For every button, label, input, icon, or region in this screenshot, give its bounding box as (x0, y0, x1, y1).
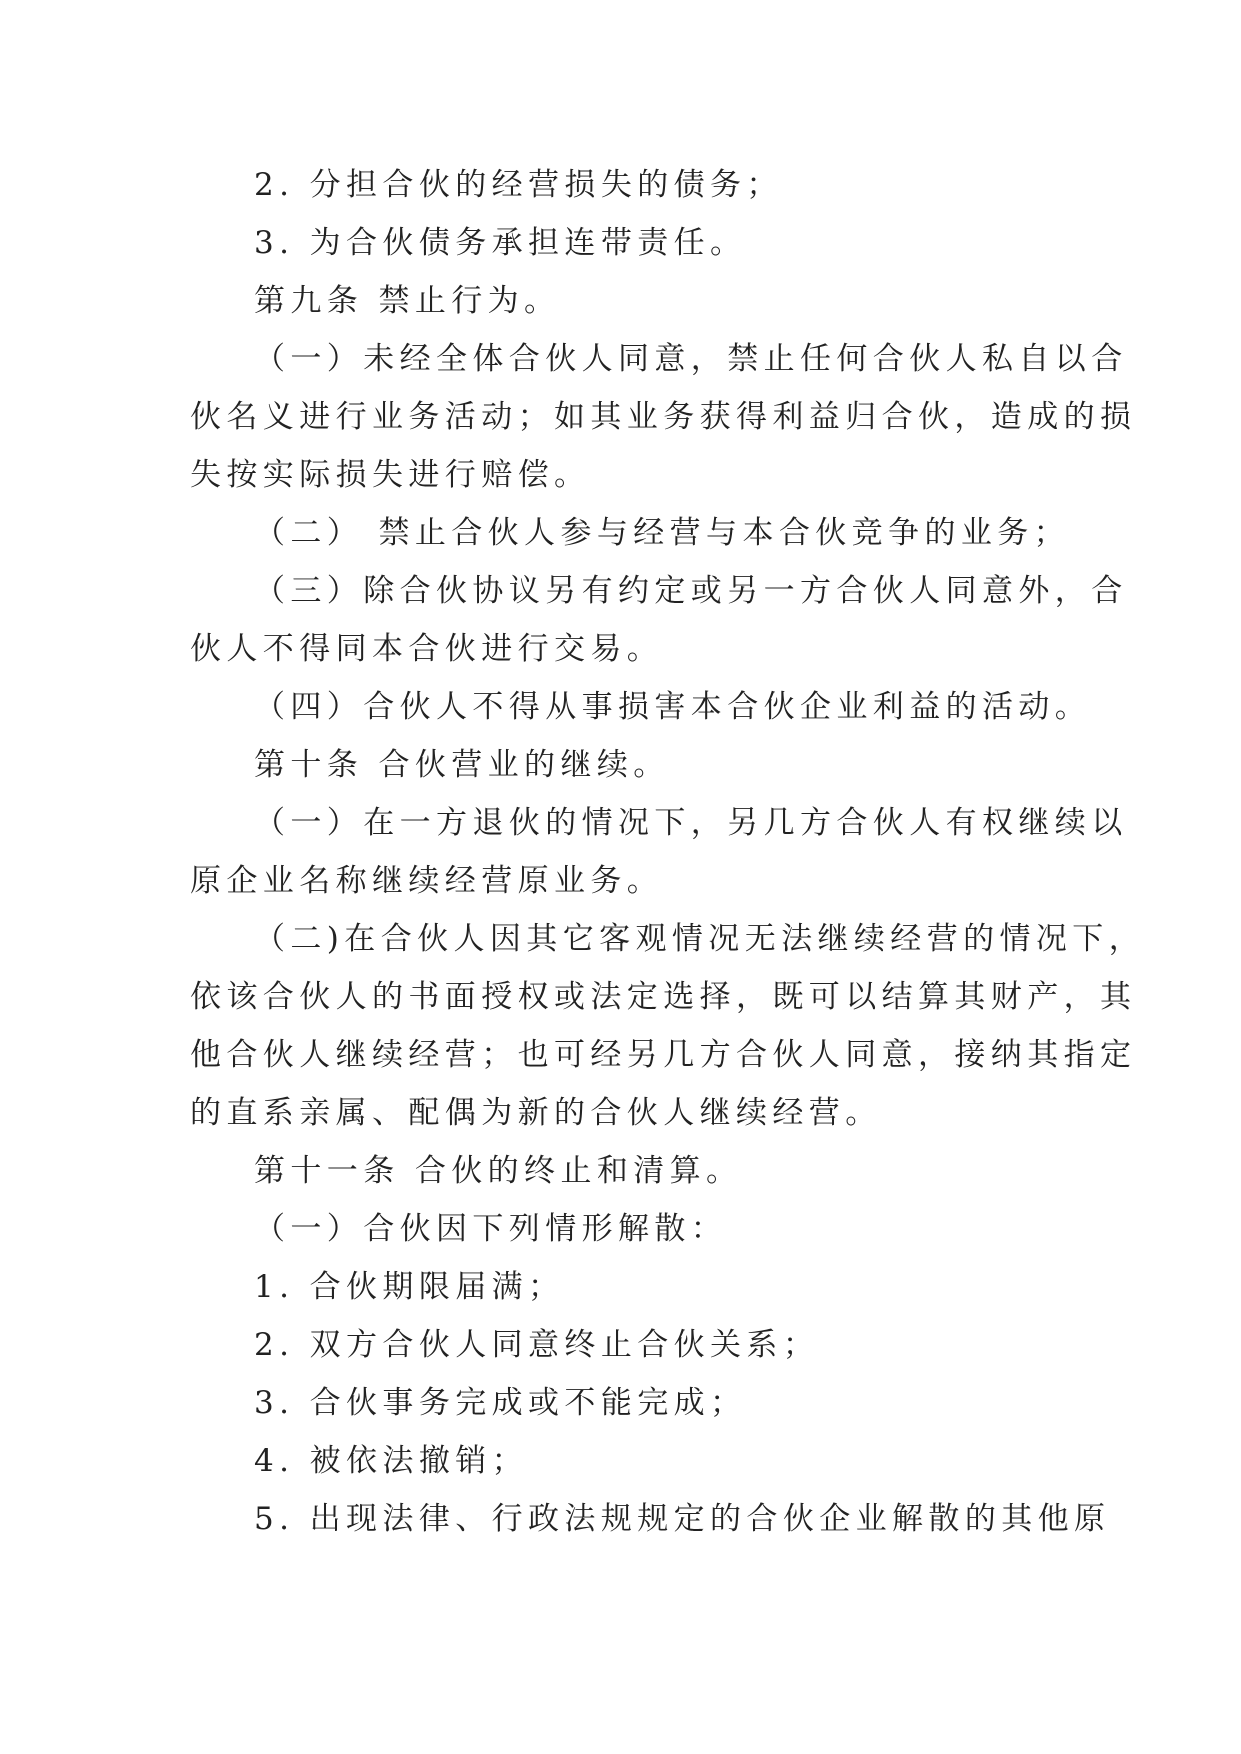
line-8: （三）除合伙协议另有约定或另一方合伙人同意外，合 (254, 573, 1128, 609)
line-2: 3. 为合伙债务承担连带责任。 (254, 225, 747, 261)
line-22: 3. 合伙事务完成或不能完成； (254, 1385, 747, 1421)
line-15: 依该合伙人的书面授权或法定选择，既可以结算其财产，其 (190, 979, 1137, 1015)
line-14: （二)在合伙人因其它客观情况无法继续经营的情况下， (254, 921, 1146, 957)
line-10: （四）合伙人不得从事损害本合伙企业利益的活动。 (254, 689, 1092, 725)
line-12: （一）在一方退伙的情况下，另几方合伙人有权继续以 (254, 805, 1128, 841)
article-11-heading: 第十一条 合伙的终止和清算。 (254, 1153, 743, 1189)
line-20: 1. 合伙期限届满； (254, 1269, 565, 1305)
line-23: 4. 被依法撤销； (254, 1443, 529, 1479)
line-16: 他合伙人继续经营；也可经另几方合伙人同意，接纳其指定 (190, 1037, 1137, 1073)
line-7: （二） 禁止合伙人参与经营与本合伙竞争的业务； (254, 515, 1071, 551)
line-5: 伙名义进行业务活动；如其业务获得利益归合伙，造成的损 (190, 399, 1137, 435)
line-9: 伙人不得同本合伙进行交易。 (190, 631, 664, 667)
line-21: 2. 双方合伙人同意终止合伙关系； (254, 1327, 820, 1363)
line-1: 2. 分担合伙的经营损失的债务； (254, 167, 783, 203)
line-13: 原企业名称继续经营原业务。 (190, 863, 664, 899)
line-19: （一）合伙因下列情形解散： (254, 1211, 728, 1247)
line-6: 失按实际损失进行赔偿。 (190, 457, 591, 493)
article-9-heading: 第九条 禁止行为。 (254, 283, 561, 319)
article-10-heading: 第十条 合伙营业的继续。 (254, 747, 670, 783)
line-17: 的直系亲属、配偶为新的合伙人继续经营。 (190, 1095, 882, 1131)
line-24: 5. 出现法律、行政法规规定的合伙企业解散的其他原 (254, 1501, 1111, 1537)
document-body (190, 156, 1146, 1548)
line-4: （一）未经全体合伙人同意，禁止任何合伙人私自以合 (254, 341, 1128, 377)
